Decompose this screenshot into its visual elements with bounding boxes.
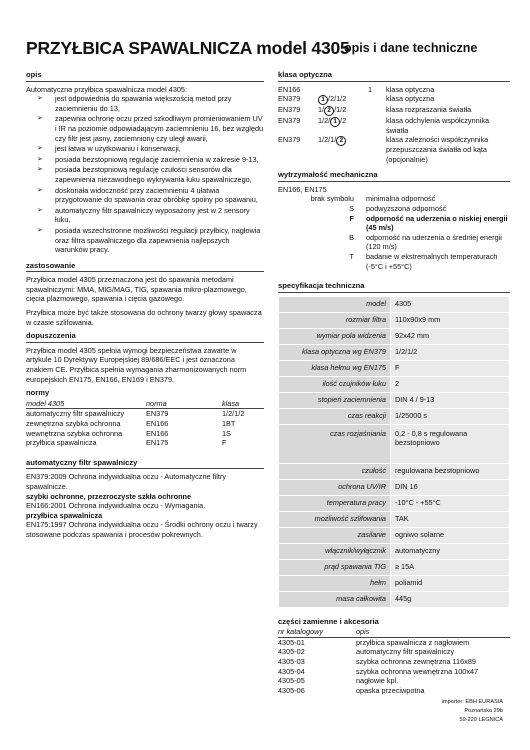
norms-cell: EN175 (146, 438, 169, 448)
spec-key: rozmiar filtra (279, 312, 391, 328)
opis-bullet-item: ➢ jest odpowiednia do spawania większością metod przy zaciemnieniu do 13, (26, 94, 264, 113)
parts-table (278, 627, 510, 695)
optical-class-code-pre: 1/2/ (318, 116, 331, 126)
parts-row (278, 637, 510, 647)
norms-col-norma: norma (146, 399, 222, 409)
norms-row (26, 419, 264, 429)
spec-value: 0,2 - 0,8 s regulowana bezstopniowo (391, 424, 510, 463)
zastosowanie-text: Przyłbica model 4305 przeznaczona jest do spawania metodami spawalniczymi: MMA, MIG/MAG, TIG, spawania mikro-plazmowego, cięcia plazmowego, spawania i cięcia gazowego. (26, 275, 247, 304)
section-heading-spec: specyfikacja techniczna (278, 281, 510, 293)
optical-class-code (318, 116, 386, 135)
spec-row (279, 424, 510, 463)
right-column (278, 70, 510, 695)
spec-row (279, 543, 510, 559)
mechanical-desc: badanie w ekstremalnych temperaturach (-5°C i +55°C) (366, 251, 498, 271)
mechanical-symbol: brak symbolu (310, 194, 354, 204)
optical-class-code (318, 135, 386, 164)
optical-class-row (278, 135, 510, 164)
spec-key: możliwość szlifowania (279, 511, 391, 527)
spec-row (279, 591, 510, 607)
optical-class-code (318, 85, 386, 95)
circled-digit-icon: 2 (336, 136, 346, 146)
mechanical-desc: odporność na uderzenia o średniej energii (120 m/s) (366, 232, 502, 252)
optical-class-norm: EN166 (278, 84, 301, 94)
norms-cell: wewnętrzna szybka ochronna (26, 428, 123, 438)
optical-class-code-post: 1 (367, 84, 372, 94)
optical-class-norm: EN379 (278, 105, 301, 115)
opis-bullet-item: ➢ posiada bezstopniową regulację czułości sensorów dla zapewnienia niezawodnego wykrywania łuku spawalniczego, (26, 165, 264, 184)
circled-digit-icon: 1 (318, 95, 328, 105)
spec-key: prąd spawania TIG (279, 559, 391, 575)
optical-class-code (318, 105, 386, 116)
spec-row (279, 495, 510, 511)
spec-row (279, 328, 510, 344)
spec-row (279, 575, 510, 591)
spec-value: 445g (391, 591, 510, 607)
spec-row (279, 376, 510, 392)
spec-row (279, 527, 510, 543)
norms-cell: EN166 (146, 428, 169, 438)
section-heading-opis: opis (26, 70, 264, 82)
section-heading-czesci: części zamienne i akcesoria (278, 616, 379, 626)
opis-bullet-list (26, 94, 264, 255)
spec-row (279, 296, 510, 312)
optical-class-code-post: /2/1/2 (328, 94, 347, 104)
spec-value: ogniwo solarne (391, 527, 510, 543)
parts-row (278, 667, 510, 677)
optical-class-row (278, 105, 510, 116)
optical-class-table (278, 85, 510, 165)
opis-bullet-item: ➢ zapewnia ochronę oczu przed szkodliwym promieniowaniem UV i IR na poziomie odpowiadającym zaciemnieniu 16, bez względu czy filtr jest jasny, zaciemniony czy uległ awarii, (26, 114, 264, 143)
spec-value: 110x90x9 mm (391, 312, 510, 328)
norms-col-model: model 4305 (26, 399, 146, 409)
optical-class-desc: klasa zależności współczynnika przepuszczania światła od kąta (opcjonalnie) (386, 135, 489, 164)
parts-cell: 4305-04 (278, 666, 305, 676)
spec-key: ochrona UV/IR (279, 479, 391, 495)
parts-cell: szybka ochronna zewnętrzna 116x89 (356, 657, 476, 667)
importer-address (442, 698, 503, 725)
spec-value: 1/25000 s (391, 408, 510, 424)
spec-row (279, 344, 510, 360)
spec-key: hełm (279, 575, 391, 591)
document-title: PRZYŁBICA SPAWALNICZA model 4305 (26, 38, 350, 58)
mechanical-symbol: B (349, 232, 354, 242)
filtr-subheading-przylbica: przyłbica spawalnicza (26, 510, 103, 520)
optical-class-code (318, 94, 386, 105)
optical-class-desc: klasa odchylenia współczynnika światła (386, 116, 490, 135)
section-heading-filtr: automatyczny filtr spawalniczy (26, 458, 264, 470)
importer-city: 59-220 LEGNICA (459, 717, 503, 723)
filtr-subheading-szybki: szybki ochronne, przezroczyste szkła ochronne (26, 491, 192, 501)
parts-row (278, 657, 510, 667)
left-column (26, 70, 264, 540)
spec-key: zasilanie (279, 527, 391, 543)
norms-row (26, 409, 264, 419)
parts-cell: opaska przeciwpotna (356, 685, 425, 695)
spec-key: masa całkowita (279, 591, 391, 607)
optical-class-code-pre: 1/ (318, 105, 325, 115)
optical-class-code-post: /2 (340, 116, 347, 126)
spec-value: -10°C - +55°C (391, 495, 510, 511)
spec-key: czułość (279, 463, 391, 479)
norms-col-klasa: klasa (222, 399, 264, 409)
opis-intro: Automatyczna przyłbica spawalnicza model 4305: (26, 84, 188, 94)
spec-value: automatyczny (391, 543, 510, 559)
norms-cell: 1/2/1/2 (222, 409, 245, 419)
spec-row (279, 408, 510, 424)
section-heading-dopuszczenia: dopuszczenia (26, 331, 264, 343)
parts-cell: 4305-05 (278, 676, 305, 686)
spec-value: 92x42 mm (391, 328, 510, 344)
opis-bullet-item: ➢ jest łatwa w użytkowaniu i konserwacji, (26, 144, 264, 154)
circled-digit-icon: 1 (330, 117, 340, 127)
optical-class-code-pre: 1/2/1/ (318, 135, 337, 145)
optical-class-desc: klasa rozpraszania światła (386, 105, 472, 115)
parts-col-nr: nr katalogowy (278, 627, 356, 637)
spec-value: 4305 (391, 296, 510, 312)
section-heading-zastosowanie: zastosowanie (26, 261, 264, 273)
parts-cell: 4305-02 (278, 647, 305, 657)
document-subtitle: opis i dane techniczne (344, 41, 478, 55)
opis-bullet-item: ➢ automatyczny filtr spawalniczy wyposażony jest w 2 sensory łuku, (26, 206, 264, 225)
importer-line: importer: EBH EURASIA (441, 699, 503, 705)
parts-cell: nagłowie kpl. (356, 676, 399, 686)
norms-cell: EN166 (146, 419, 169, 428)
zastosowanie-text-2: Przyłbica może być także stosowana do ochrony twarzy głowy spawacza w czasie szlifowania. (26, 308, 262, 327)
opis-bullet-item: ➢ posiada bezstopniową regulację zaciemnienia w zakresie 9-13, (26, 155, 264, 165)
optical-class-desc: klasa optyczna (386, 94, 435, 104)
mechanical-desc: minimalna odporność (366, 194, 436, 204)
norms-cell: 1S (222, 428, 231, 438)
spec-row (279, 312, 510, 328)
norms-row (26, 429, 264, 439)
optical-class-norm: EN379 (278, 94, 301, 104)
mechanical-symbol: F (349, 213, 354, 223)
section-heading-wytrzymalosc: wytrzymałość mechaniczna (278, 170, 510, 182)
mechanical-desc: podwyższona odporność (366, 203, 447, 213)
optical-class-norm: EN379 (278, 116, 301, 126)
mechanical-row (278, 233, 510, 252)
spec-key: czas reakcji (279, 408, 391, 424)
parts-cell: 4305-01 (278, 637, 305, 647)
spec-key: temperatura pracy (279, 495, 391, 511)
optical-class-norm: EN379 (278, 135, 301, 145)
parts-row (278, 686, 510, 696)
norms-cell: 1BT (222, 419, 236, 428)
spec-key: stopień zaciemnienia (279, 392, 391, 408)
optical-class-row (278, 94, 510, 105)
parts-row (278, 676, 510, 686)
mechanical-symbol: S (349, 203, 354, 213)
mechanical-row (278, 194, 510, 204)
spec-value: F (391, 360, 510, 376)
mechanical-desc: odporność na uderzenia o niskiej energii (45 m/s) (366, 213, 508, 233)
spec-row (279, 479, 510, 495)
mechanical-symbol: T (349, 251, 354, 261)
filtr-text-2: EN166:2001 Ochrona indywidualna oczu - Wymagania. (26, 501, 206, 511)
parts-cell: przyłbica spawalnicza z nagłowiem (356, 637, 470, 647)
spec-value: poliamid (391, 575, 510, 591)
parts-cell: automatyczny filtr spawalniczy (356, 647, 455, 657)
optical-class-row (278, 85, 510, 95)
spec-table (278, 296, 510, 608)
importer-street: Poznańska 29b (464, 708, 503, 714)
spec-key: klasa optyczna wg EN379 (279, 344, 391, 360)
spec-value: regulowana bezstopniowo (391, 463, 510, 479)
filtr-text-3: EN175:1997 Ochrona indywidualna oczu - Środki ochrony oczu i twarzy stosowane podczas spawania i procesów pokrewnych. (26, 520, 258, 539)
spec-value: DIN 4 / 9-13 (391, 392, 510, 408)
norms-cell: automatyczny filtr spawalniczy (26, 409, 125, 419)
parts-cell: 4305-03 (278, 657, 305, 667)
spec-key: ilość czujników łuku (279, 376, 391, 392)
spec-key: włącznik/wyłącznik (279, 543, 391, 559)
spec-row (279, 392, 510, 408)
spec-value: TAK (391, 511, 510, 527)
spec-row (279, 511, 510, 527)
section-heading-normy: normy (26, 388, 50, 398)
spec-row (279, 463, 510, 479)
spec-value: ≥ 15A (391, 559, 510, 575)
norms-table (26, 399, 264, 448)
wytrzymalosc-norms: EN166, EN175 (278, 184, 327, 194)
optical-class-desc: klasa optyczna (386, 84, 435, 94)
circled-digit-icon: 2 (324, 106, 334, 116)
section-heading-klasa: klasa optyczna (278, 70, 510, 82)
mechanical-row (278, 252, 510, 271)
norms-cell: F (222, 438, 227, 448)
spec-key: model (279, 296, 391, 312)
spec-row (279, 559, 510, 575)
opis-bullet-item: ➢ doskonała widoczność przy zaciemnieniu 4 ułatwia przygotowanie do spawania oraz obróbkę spoiny po spawaniu, (26, 186, 264, 205)
parts-cell: szybka ochronna wewnętrzna 100x47 (356, 666, 479, 676)
spec-value: 1/2/1/2 (391, 344, 510, 360)
norms-row (26, 438, 264, 448)
filtr-text: EN379:2009 Ochrona indywidualna oczu - Automatyczne filtry spawalnicze. (26, 472, 226, 491)
optical-class-row (278, 116, 510, 135)
parts-cell: 4305-06 (278, 685, 305, 695)
mechanical-strength-table (278, 194, 510, 271)
spec-row (279, 360, 510, 376)
parts-row (278, 647, 510, 657)
optical-class-code-post: /1/2 (334, 105, 347, 115)
norms-cell: EN379 (146, 409, 169, 419)
mechanical-row (278, 214, 510, 233)
parts-col-opis: opis (356, 627, 510, 637)
spec-key: czas rozjaśniania (279, 424, 391, 463)
norms-cell: zewnętrzna szybka ochronna (26, 419, 121, 428)
dopuszczenia-text: Przyłbica model 4305 spełnia wymogi bezpieczeństwa zawarte w artykule 10 Dyrektywy Europejskiej 89/686/EEC i jest oznaczona znakiem CE. Przyłbica spełnia wymagania zharmonizowanych norm europejskich EN175, EN166, EN169 i EN379. (26, 345, 247, 384)
spec-key: klasa hełmu wg EN175 (279, 360, 391, 376)
spec-value: 2 (391, 376, 510, 392)
mechanical-row (278, 204, 510, 214)
spec-key: wymiar pola widzenia (279, 328, 391, 344)
spec-value: DIN 16 (391, 479, 510, 495)
opis-bullet-item: ➢ posiada wszechstronne możliwości regulacji przyłbicy, nagłowia oraz filtra spawalniczego dla zapewnienia najlepszych warunków pracy. (26, 226, 264, 255)
norms-cell: przyłbica spawalnicza (26, 438, 97, 448)
